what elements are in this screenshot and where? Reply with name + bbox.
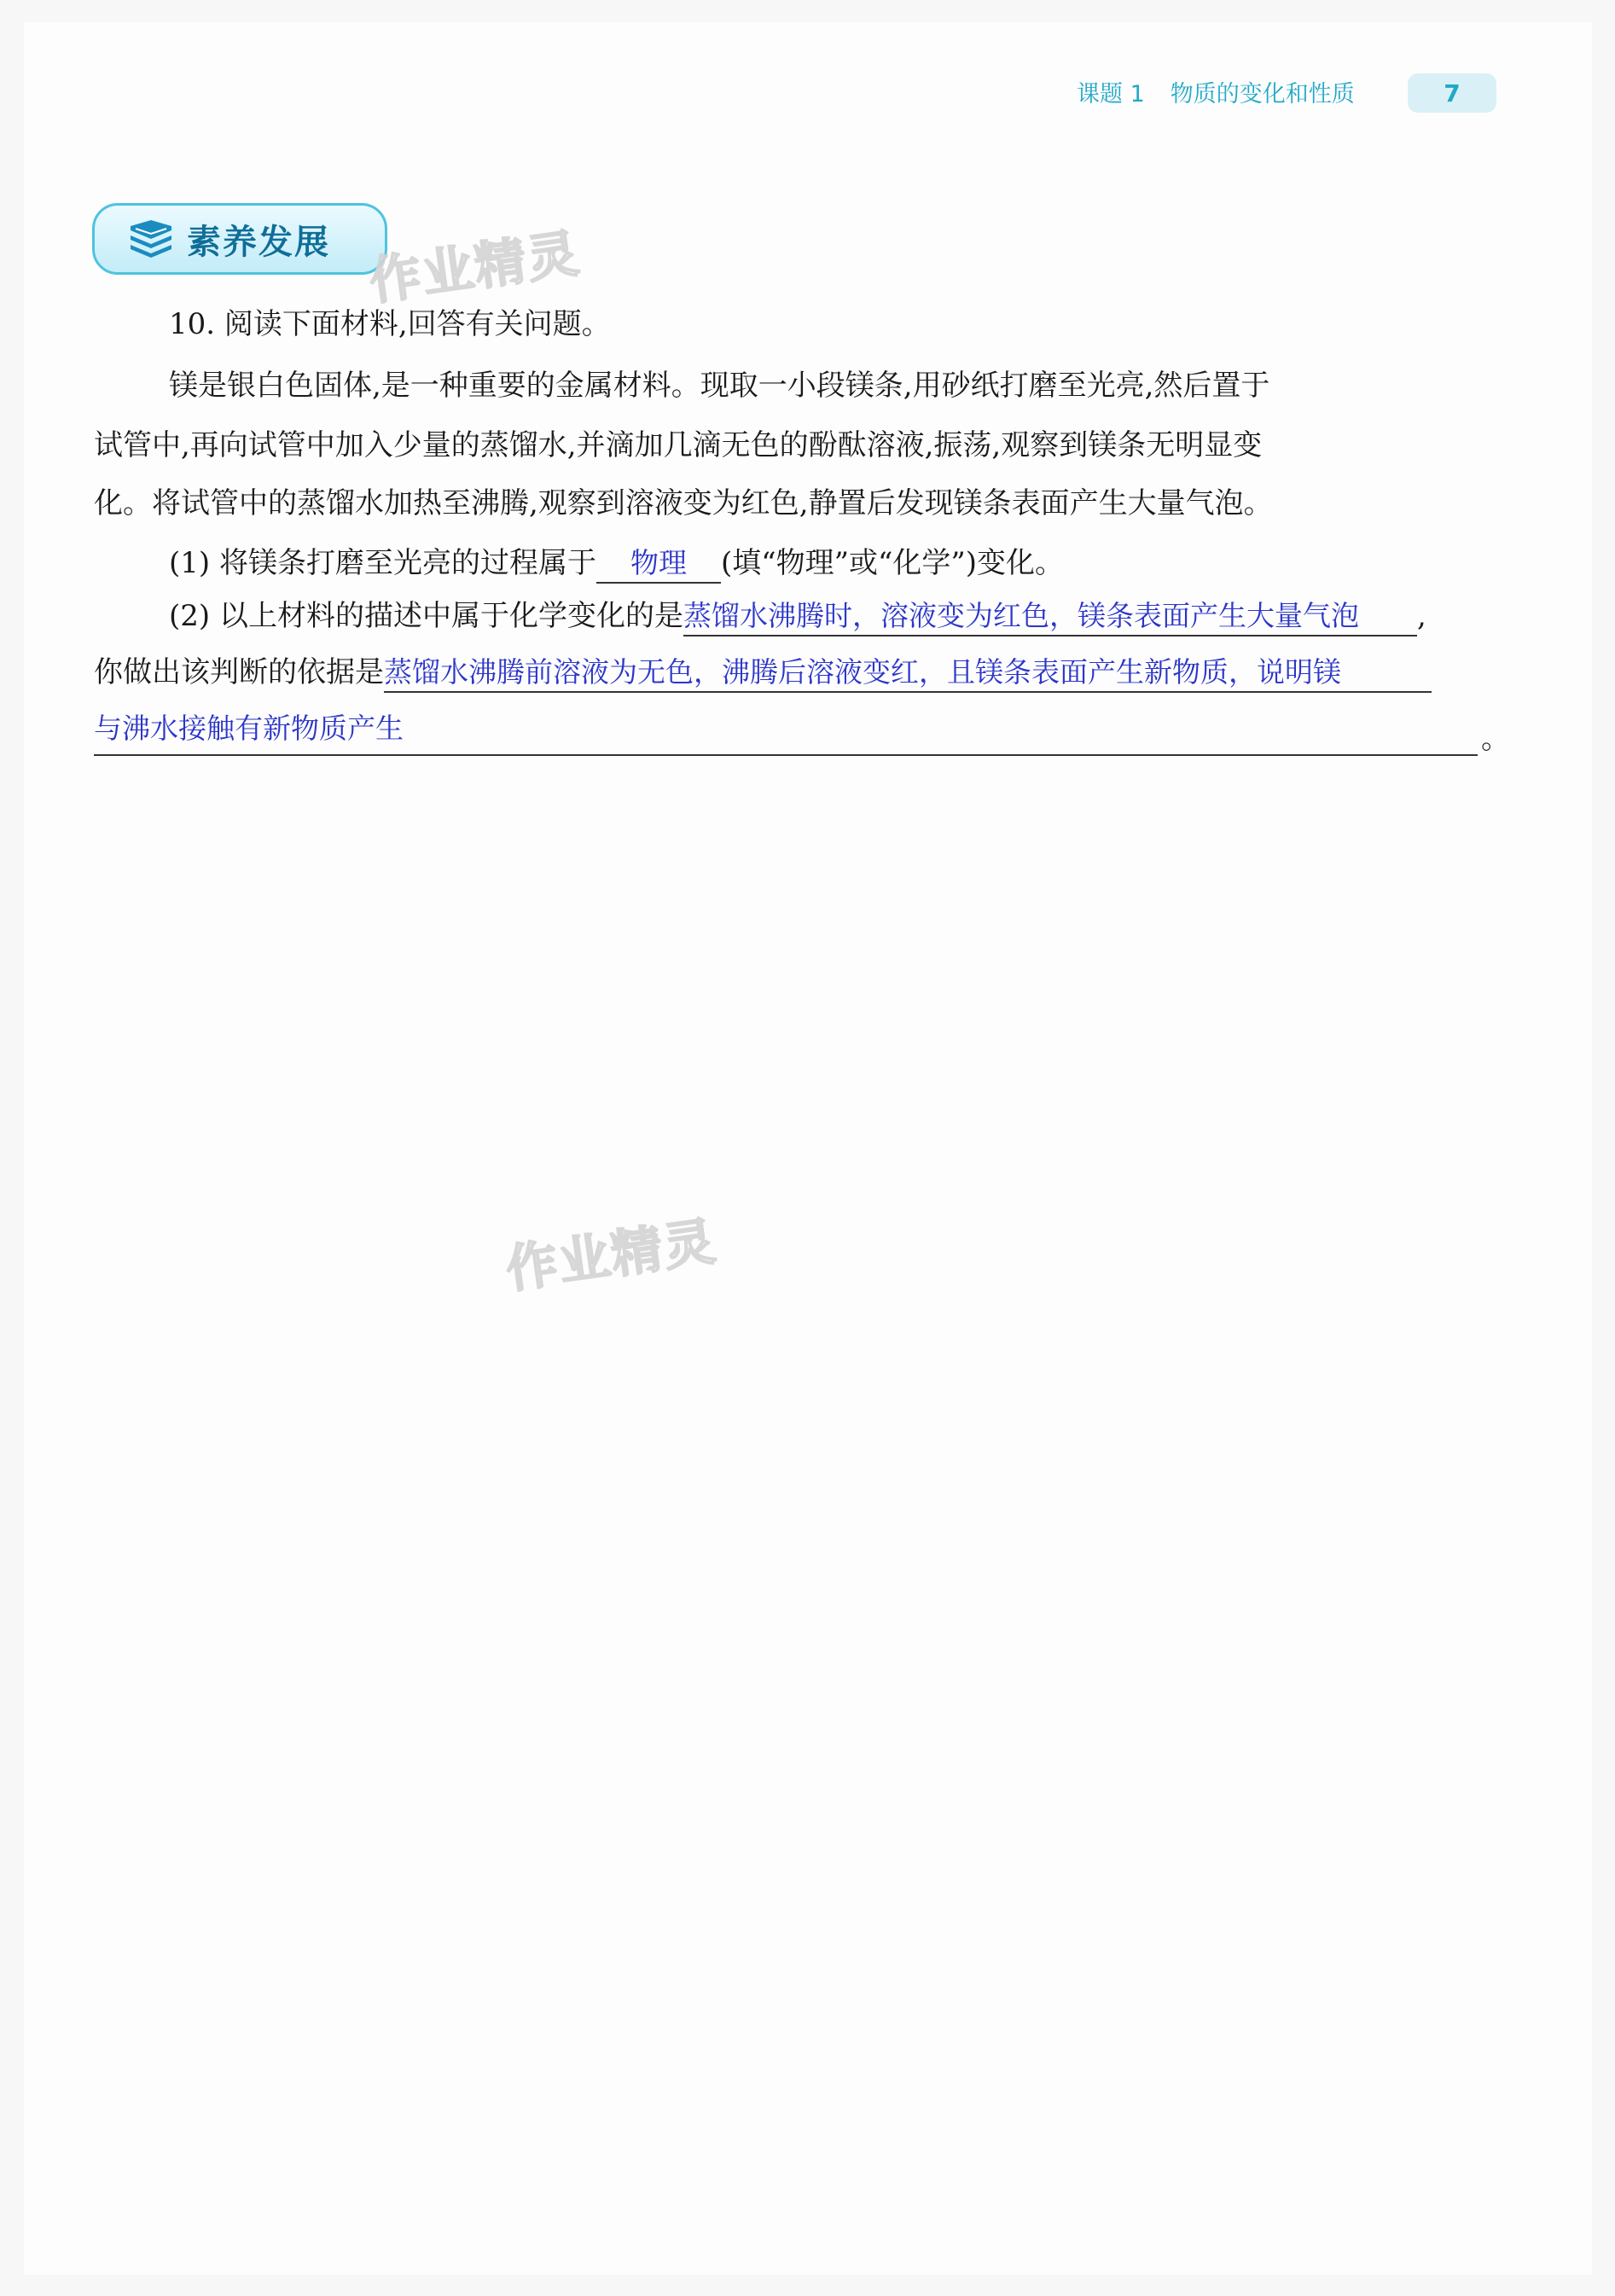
section-banner: [92, 203, 387, 275]
running-header: [1077, 75, 1355, 108]
part-2-basis: [94, 643, 1432, 701]
basis-answer-line-1: 蒸馏水沸腾前溶液为无色，沸腾后溶液变红，且镁条表面产生新物质，说明镁: [384, 654, 1432, 693]
watermark-top: 作业精灵: [366, 224, 584, 312]
question-stem: 10. 阅读下面材料,回答有关问题。: [169, 307, 611, 341]
end-mark: 。: [1481, 722, 1510, 756]
part-1-prefix: (1) 将镁条打磨至光亮的过程属于: [169, 546, 596, 580]
watermark-middle: 作业精灵: [503, 1212, 721, 1300]
basis-answer-line-2: 与沸水接触有新物质产生: [94, 712, 404, 745]
part-2: [169, 587, 1426, 645]
part-2-prefix: (2) 以上材料的描述中属于化学变化的是: [169, 599, 683, 633]
part-2-comma: ,: [1416, 599, 1426, 633]
basis-prefix: 你做出该判断的依据是: [94, 655, 384, 689]
page-number: 7: [1408, 73, 1496, 113]
book-stack-icon: [127, 219, 175, 259]
material-line-3: 化。将试管中的蒸馏水加热至沸腾,观察到溶液变为红色,静置后发现镁条表面产生大量气泡。: [94, 486, 1273, 520]
part-1-suffix: (填“物理”或“化学”)变化。: [720, 546, 1065, 580]
section-title: 素养发展: [187, 222, 330, 262]
part-1: [169, 534, 1064, 592]
lesson-number: 课题 1: [1077, 81, 1145, 108]
part-2-answer: 蒸馏水沸腾时，溶液变为红色，镁条表面产生大量气泡: [683, 597, 1417, 636]
material-line-1: 镁是银白色固体,是一种重要的金属材料。现取一小段镁条,用砂纸打磨至光亮,然后置于: [169, 369, 1270, 403]
material-line-2: 试管中,再向试管中加入少量的蒸馏水,并滴加几滴无色的酚酞溶液,振荡,观察到镁条无明显变: [94, 428, 1263, 462]
part-1-answer: 物理: [596, 544, 721, 584]
answer-underline: [94, 754, 1478, 756]
lesson-title: 物质的变化和性质: [1170, 81, 1355, 108]
